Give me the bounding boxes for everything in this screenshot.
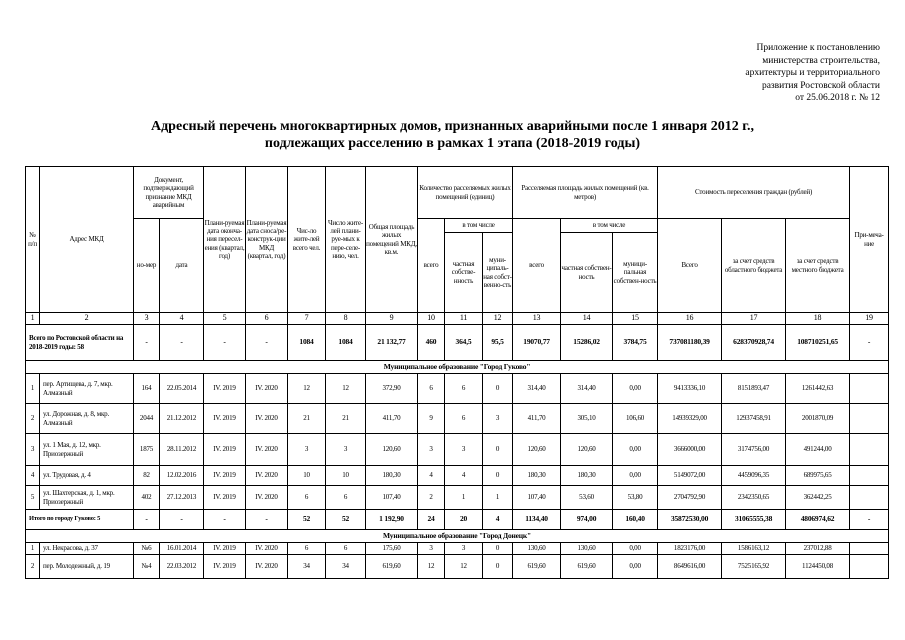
- header-doc-date: дата: [160, 219, 204, 313]
- table-cell: 372,90: [366, 374, 418, 404]
- header-cost-total: Всего: [658, 219, 722, 313]
- row-address: ул. Шахтерская, д. 1, мкр. Приозержный: [40, 486, 134, 510]
- subtotal-cell: 24: [418, 510, 445, 530]
- table-cell: 34: [326, 555, 366, 579]
- grand-total-cell: 364,5: [445, 325, 483, 361]
- header-total-area: Общая площадь жилых помещений МКД, кв.м.: [366, 167, 418, 313]
- column-number: 9: [366, 313, 418, 325]
- grand-total-cell: -: [850, 325, 889, 361]
- table-cell: [850, 404, 889, 434]
- table-cell: 12937458,91: [722, 404, 786, 434]
- table-cell: IV. 2020: [246, 543, 288, 555]
- row-address: пер. Молодежный, д. 19: [40, 555, 134, 579]
- grand-total-cell: 1084: [288, 325, 326, 361]
- table-cell: №4: [134, 555, 160, 579]
- column-number: 6: [246, 313, 288, 325]
- subtotal-cell: 4: [483, 510, 513, 530]
- appendix-line: от 25.06.2018 г. № 12: [795, 93, 880, 103]
- table-cell: 4: [418, 466, 445, 486]
- grand-total-cell: 628370928,74: [722, 325, 786, 361]
- subtotal-cell: 20: [445, 510, 483, 530]
- header-residents: Чис-ло жите-лей всего чел.: [288, 167, 326, 313]
- row-number: 2: [26, 555, 40, 579]
- table-cell: IV. 2019: [204, 543, 246, 555]
- table-cell: 2044: [134, 404, 160, 434]
- table-cell: [850, 543, 889, 555]
- table-cell: 0: [483, 543, 513, 555]
- table-cell: 12: [326, 374, 366, 404]
- table-cell: IV. 2019: [204, 434, 246, 466]
- row-number: 5: [26, 486, 40, 510]
- table-cell: 411,70: [366, 404, 418, 434]
- header-resettle-date: Плани-руемая дата оконча-ния пересел-ения (квартал, год): [204, 167, 246, 313]
- column-number: 5: [204, 313, 246, 325]
- table-cell: 8151893,47: [722, 374, 786, 404]
- table-cell: 402: [134, 486, 160, 510]
- row-address: ул. Дорожная, д. 8, мкр. Алмазный: [40, 404, 134, 434]
- grand-total-cell: 460: [418, 325, 445, 361]
- table-cell: 34: [288, 555, 326, 579]
- table-cell: [850, 434, 889, 466]
- table-cell: 1823176,00: [658, 543, 722, 555]
- grand-total-cell: 15286,02: [561, 325, 613, 361]
- table-cell: 1: [483, 486, 513, 510]
- header-private: частная собстве-нность: [445, 233, 483, 313]
- table-cell: [850, 555, 889, 579]
- grand-total-cell: -: [204, 325, 246, 361]
- table-cell: 314,40: [513, 374, 561, 404]
- table-cell: 12.02.2016: [160, 466, 204, 486]
- table-cell: 8649616,00: [658, 555, 722, 579]
- table-cell: 7525165,92: [722, 555, 786, 579]
- grand-total-cell: 737081180,39: [658, 325, 722, 361]
- table-cell: 3: [418, 543, 445, 555]
- column-number: 3: [134, 313, 160, 325]
- header-doc-number: но-мер: [134, 219, 160, 313]
- table-row: [26, 486, 889, 510]
- table-cell: 4: [445, 466, 483, 486]
- grand-total-cell: 1084: [326, 325, 366, 361]
- column-number: 8: [326, 313, 366, 325]
- table-cell: 3: [483, 404, 513, 434]
- table-cell: 21.12.2012: [160, 404, 204, 434]
- header-including: в том числе: [561, 219, 658, 233]
- table-cell: 3: [445, 434, 483, 466]
- grand-total-cell: 3784,75: [613, 325, 658, 361]
- table-cell: 1261442,63: [786, 374, 850, 404]
- table-cell: [850, 466, 889, 486]
- table-cell: 0,00: [613, 374, 658, 404]
- grand-total-cell: -: [134, 325, 160, 361]
- table-cell: 6: [445, 404, 483, 434]
- table-cell: 14939329,00: [658, 404, 722, 434]
- table-cell: 16.01.2014: [160, 543, 204, 555]
- grand-total-cell: 21 132,77: [366, 325, 418, 361]
- table-cell: 1: [445, 486, 483, 510]
- subtotal-cell: 4806974,62: [786, 510, 850, 530]
- table-cell: [850, 486, 889, 510]
- table-cell: 9413336,10: [658, 374, 722, 404]
- column-number: 13: [513, 313, 561, 325]
- table-cell: 0,00: [613, 543, 658, 555]
- table-cell: 120,60: [561, 434, 613, 466]
- table-cell: 619,60: [513, 555, 561, 579]
- subtotal-cell: -: [134, 510, 160, 530]
- column-number: 10: [418, 313, 445, 325]
- table-cell: 491244,00: [786, 434, 850, 466]
- table-cell: 2342350,65: [722, 486, 786, 510]
- table-cell: 3174756,00: [722, 434, 786, 466]
- municipality-name: Муниципальное образование "Город Донецк": [26, 530, 889, 543]
- row-address: ул. Некрасова, д. 37: [40, 543, 134, 555]
- table-cell: 314,40: [561, 374, 613, 404]
- municipality-row: [26, 361, 889, 374]
- header-area-total: всего: [513, 219, 561, 313]
- table-row: [26, 404, 889, 434]
- header-including: в том числе: [445, 219, 513, 233]
- header-local: за счет средств местного бюджета: [786, 219, 850, 313]
- table-cell: 53,60: [561, 486, 613, 510]
- table-cell: [850, 374, 889, 404]
- table-cell: 9: [418, 404, 445, 434]
- grand-total-row: [26, 325, 889, 361]
- municipality-row: [26, 530, 889, 543]
- table-cell: 0: [483, 374, 513, 404]
- table-cell: 237012,88: [786, 543, 850, 555]
- table-cell: 12: [418, 555, 445, 579]
- table-cell: 10: [288, 466, 326, 486]
- table-cell: 180,30: [561, 466, 613, 486]
- table-cell: IV. 2019: [204, 486, 246, 510]
- table-cell: IV. 2019: [204, 466, 246, 486]
- header-rooms-count: Количество расселяемых жилых помещений (единиц): [418, 167, 513, 219]
- appendix-line: развития Ростовской области: [761, 80, 880, 91]
- table-cell: IV. 2019: [204, 374, 246, 404]
- grand-total-cell: -: [160, 325, 204, 361]
- subtotal-cell: -: [160, 510, 204, 530]
- table-cell: 12: [445, 555, 483, 579]
- subtotal-cell: 1 192,90: [366, 510, 418, 530]
- table-cell: 0,00: [613, 434, 658, 466]
- table-cell: 6: [418, 374, 445, 404]
- table-cell: 21: [326, 404, 366, 434]
- header-num: № п/п: [26, 167, 40, 313]
- table-cell: 22.03.2012: [160, 555, 204, 579]
- table-cell: 1875: [134, 434, 160, 466]
- table-cell: 2001870,09: [786, 404, 850, 434]
- subtotal-row: [26, 510, 889, 530]
- register-table: [25, 166, 889, 579]
- table-cell: IV. 2020: [246, 374, 288, 404]
- header-demolish-date: Плани-руемая дата сноса/ре-конструк-ции МКД (квартал, год): [246, 167, 288, 313]
- grand-total-cell: 108710251,65: [786, 325, 850, 361]
- column-number-row: [26, 313, 889, 325]
- header-notes: При-меча-ние: [850, 167, 889, 313]
- subtotal-cell: 974,00: [561, 510, 613, 530]
- table-cell: 180,30: [513, 466, 561, 486]
- table-cell: 3: [445, 543, 483, 555]
- header-address: Адрес МКД: [40, 167, 134, 313]
- title-line: подлежащих расселению в рамках 1 этапа (2018-2019 годы): [264, 136, 641, 151]
- table-cell: 164: [134, 374, 160, 404]
- table-cell: 120,60: [366, 434, 418, 466]
- table-cell: 1124450,08: [786, 555, 850, 579]
- table-cell: 130,60: [561, 543, 613, 555]
- header-cost: Стоимость переселения граждан (рублей): [658, 167, 850, 219]
- table-cell: 53,80: [613, 486, 658, 510]
- subtotal-cell: 52: [288, 510, 326, 530]
- table-cell: 130,60: [513, 543, 561, 555]
- row-number: 3: [26, 434, 40, 466]
- appendix-note: [700, 42, 880, 105]
- subtotal-cell: -: [246, 510, 288, 530]
- column-number: 12: [483, 313, 513, 325]
- column-number: 18: [786, 313, 850, 325]
- column-number: 16: [658, 313, 722, 325]
- column-number: 15: [613, 313, 658, 325]
- table-cell: №6: [134, 543, 160, 555]
- row-address: ул. 1 Мая, д. 12, мкр. Приозержный: [40, 434, 134, 466]
- table-cell: 106,60: [613, 404, 658, 434]
- row-address: ул. Трудовая, д. 4: [40, 466, 134, 486]
- column-number: 14: [561, 313, 613, 325]
- table-cell: 180,30: [366, 466, 418, 486]
- title-line: Адресный перечень многоквартирных домов, признанных аварийными после 1 января 2012 г.,: [150, 119, 755, 134]
- table-cell: IV. 2020: [246, 404, 288, 434]
- table-cell: IV. 2020: [246, 434, 288, 466]
- row-number: 2: [26, 404, 40, 434]
- subtotal-cell: 35872530,00: [658, 510, 722, 530]
- column-number: 17: [722, 313, 786, 325]
- column-number: 11: [445, 313, 483, 325]
- table-cell: 175,60: [366, 543, 418, 555]
- table-row: [26, 466, 889, 486]
- table-cell: 305,10: [561, 404, 613, 434]
- table-cell: 6: [326, 543, 366, 555]
- table-cell: 3666000,00: [658, 434, 722, 466]
- appendix-line: Приложение к постановлению: [756, 43, 880, 53]
- header-document: Документ, подтверждающий признание МКД аварийным: [134, 167, 204, 219]
- row-number: 1: [26, 543, 40, 555]
- table-cell: 689975,65: [786, 466, 850, 486]
- row-number: 4: [26, 466, 40, 486]
- table-cell: 107,40: [366, 486, 418, 510]
- header-row: [26, 167, 889, 219]
- grand-total-cell: -: [246, 325, 288, 361]
- table-cell: 120,60: [513, 434, 561, 466]
- table-cell: 6: [445, 374, 483, 404]
- header-private: частная собствен-ность: [561, 233, 613, 313]
- table-cell: 3: [418, 434, 445, 466]
- header-regional: за счет средств областного бюджета: [722, 219, 786, 313]
- table-cell: IV. 2020: [246, 555, 288, 579]
- subtotal-label: Итого по городу Гуково: 5: [26, 510, 134, 530]
- table-cell: 12: [288, 374, 326, 404]
- column-number: 2: [40, 313, 134, 325]
- table-cell: 0,00: [613, 466, 658, 486]
- document-title: [0, 118, 905, 152]
- row-address: пер. Артищева, д. 7, мкр. Алмазный: [40, 374, 134, 404]
- table-cell: 2704792,90: [658, 486, 722, 510]
- table-row: [26, 434, 889, 466]
- header-row: [26, 219, 889, 233]
- municipality-name: Муниципальное образование "Город Гуково": [26, 361, 889, 374]
- table-cell: 28.11.2012: [160, 434, 204, 466]
- column-number: 4: [160, 313, 204, 325]
- column-number: 7: [288, 313, 326, 325]
- header-area: Расселяемая площадь жилых помещений (кв. метров): [513, 167, 658, 219]
- grand-total-label: Всего по Ростовской области на 2018-2019 годы: 58: [26, 325, 134, 361]
- table-cell: IV. 2020: [246, 486, 288, 510]
- header-rooms-total: всего: [418, 219, 445, 313]
- table-row: [26, 555, 889, 579]
- table-cell: 27.12.2013: [160, 486, 204, 510]
- table-cell: IV. 2019: [204, 555, 246, 579]
- table-cell: 5149072,00: [658, 466, 722, 486]
- header-planned-residents: Число жите-лей плани-руе-мых к пере-селе-нию, чел.: [326, 167, 366, 313]
- table-row: [26, 374, 889, 404]
- table-cell: 619,60: [561, 555, 613, 579]
- table-cell: 6: [326, 486, 366, 510]
- subtotal-cell: 31065555,38: [722, 510, 786, 530]
- appendix-line: министерства строительства,: [762, 55, 880, 66]
- table-cell: 0: [483, 466, 513, 486]
- table-cell: 6: [288, 543, 326, 555]
- table-cell: 3: [288, 434, 326, 466]
- header-municipal: муници-пальная собствен-ность: [613, 233, 658, 313]
- table-cell: 4459096,35: [722, 466, 786, 486]
- table-cell: 619,60: [366, 555, 418, 579]
- table-cell: 0: [483, 555, 513, 579]
- table-cell: 3: [326, 434, 366, 466]
- subtotal-cell: -: [204, 510, 246, 530]
- subtotal-cell: 52: [326, 510, 366, 530]
- subtotal-cell: 160,40: [613, 510, 658, 530]
- table-cell: 107,40: [513, 486, 561, 510]
- table-cell: IV. 2019: [204, 404, 246, 434]
- table-cell: 6: [288, 486, 326, 510]
- row-number: 1: [26, 374, 40, 404]
- grand-total-cell: 95,5: [483, 325, 513, 361]
- table-cell: 0: [483, 434, 513, 466]
- table-cell: 21: [288, 404, 326, 434]
- table-cell: 1586163,12: [722, 543, 786, 555]
- table-row: [26, 543, 889, 555]
- table-cell: 0,00: [613, 555, 658, 579]
- table-cell: 411,70: [513, 404, 561, 434]
- table-cell: 10: [326, 466, 366, 486]
- table-cell: IV. 2020: [246, 466, 288, 486]
- table-cell: 2: [418, 486, 445, 510]
- table-cell: 362442,25: [786, 486, 850, 510]
- subtotal-cell: 1134,40: [513, 510, 561, 530]
- subtotal-cell: -: [850, 510, 889, 530]
- column-number: 1: [26, 313, 40, 325]
- header-municipal: муни-ципаль-ная собст-венно-сть: [483, 233, 513, 313]
- column-number: 19: [850, 313, 889, 325]
- appendix-line: архитектуры и территориального: [745, 68, 880, 78]
- table-cell: 82: [134, 466, 160, 486]
- grand-total-cell: 19070,77: [513, 325, 561, 361]
- table-cell: 22.05.2014: [160, 374, 204, 404]
